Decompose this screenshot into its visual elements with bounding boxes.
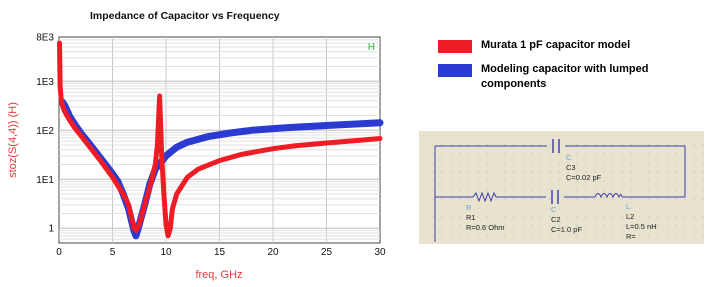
x-tick-label: 25 [320, 247, 333, 258]
x-tick-label: 20 [267, 247, 279, 258]
y-axis-label: stoz(S(4,4)) (H) [7, 102, 19, 178]
y-tick-label: 1E3 [36, 76, 54, 88]
l2-value: L=0.5 nH [626, 222, 657, 231]
y-tick-label: 1 [48, 223, 54, 235]
legend-label-lumped: Modeling capacitor with lumped components [481, 63, 649, 90]
c2-name: C2 [551, 215, 561, 224]
x-tick-label: 15 [213, 247, 226, 258]
x-tick-label: 10 [160, 247, 172, 258]
marker-label-h: H [367, 42, 375, 53]
l2-type: L [626, 202, 631, 211]
y-tick-label: 8E3 [36, 32, 54, 44]
legend-label-murata: Murata 1 pF capacitor model [481, 39, 631, 51]
x-axis-label: freq, GHz [195, 269, 243, 281]
c3-type: C [566, 153, 572, 162]
l2-name: L2 [626, 212, 635, 221]
x-tick-label: 0 [56, 247, 62, 258]
x-tick-label: 30 [374, 247, 386, 258]
y-tick-label: 1E2 [36, 125, 54, 137]
l2-extra: R= [626, 232, 636, 241]
r1-value: R=0.6 Ohm [466, 223, 505, 232]
c2-type: C [551, 205, 557, 214]
r1-type: R [466, 203, 472, 212]
c2-value: C=1.0 pF [551, 225, 583, 234]
chart-title: Impedance of Capacitor vs Frequency [90, 10, 280, 22]
c3-value: C=0.02 pF [566, 173, 602, 182]
y-tick-label: 1E1 [36, 174, 54, 186]
c3-name: C3 [566, 163, 576, 172]
x-tick-label: 5 [109, 247, 116, 258]
r1-name: R1 [466, 213, 476, 222]
